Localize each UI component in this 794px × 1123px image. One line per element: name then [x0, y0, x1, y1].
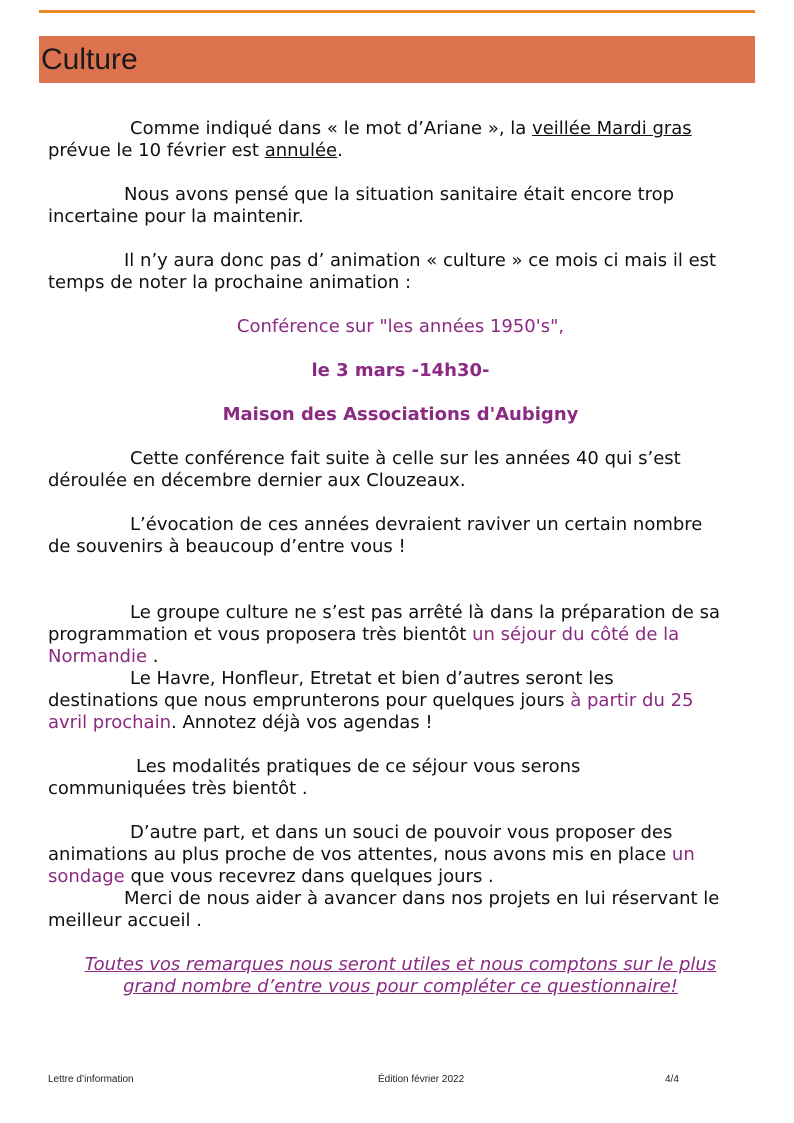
para-3-line-1: Il n’y aura donc pas d’ animation « culture » ce mois ci mais il est — [124, 250, 717, 271]
para-9-line-3 — [48, 866, 753, 888]
para-9-line-2 — [48, 844, 753, 866]
para-6-line-2 — [48, 624, 753, 646]
para-1-end: . — [337, 140, 343, 161]
event-date: le 3 mars -14h30- — [311, 360, 490, 381]
footer-edition: Édition février 2022 — [378, 1074, 465, 1085]
para-2-line-1: Nous avons pensé que la situation sanitaire était encore trop — [124, 184, 675, 205]
para-6-end: . — [147, 646, 159, 667]
article-body — [48, 118, 753, 998]
para-6-text: programmation et vous proposera très bientôt — [48, 624, 473, 645]
para-7-line-1: Le Havre, Honfleur, Etretat et bien d’autres seront les — [130, 668, 614, 689]
para-5-line-2: de souvenirs à beaucoup d’entre vous ! — [48, 536, 406, 557]
page-footer — [0, 1074, 794, 1088]
event-title: Conférence sur "les années 1950's", — [236, 316, 565, 337]
section-title: Culture — [41, 43, 138, 76]
footer-publication: Lettre d’information — [48, 1074, 134, 1085]
normandie-highlight: Normandie — [48, 646, 148, 667]
para-2-line-2: incertaine pour la maintenir. — [48, 206, 304, 227]
sondage-highlight-2: sondage — [48, 866, 125, 887]
para-1-text-2: prévue le 10 février est — [48, 140, 265, 161]
para-10-line-1: Merci de nous aider à avancer dans nos projets en lui réservant le — [124, 888, 720, 909]
para-9-end: que vous recevrez dans quelques jours . — [124, 866, 494, 887]
closing-line-2[interactable]: grand nombre d’entre vous pour compléter ce questionnaire! — [123, 976, 678, 997]
closing-line-1[interactable]: Toutes vos remarques nous seront utiles et nous comptons sur le plus — [84, 954, 717, 975]
para-6-line-3 — [48, 646, 753, 668]
event-venue: Maison des Associations d'Aubigny — [222, 404, 579, 425]
para-10-line-2: meilleur accueil . — [48, 910, 202, 931]
section-banner — [39, 36, 755, 83]
para-4-line-1: Cette conférence fait suite à celle sur les années 40 qui s’est — [130, 448, 681, 469]
para-1-line-2 — [48, 140, 753, 162]
footer-page-number: 4/4 — [665, 1074, 679, 1085]
para-9-text: animations au plus proche de vos attentes, nous avons mis en place — [48, 844, 672, 865]
veillee-link[interactable]: veillée Mardi gras — [532, 118, 692, 139]
para-7-line-3 — [48, 712, 753, 734]
para-3-line-2: temps de noter la prochaine animation : — [48, 272, 412, 293]
para-7-line-2 — [48, 690, 753, 712]
para-4-line-2: déroulée en décembre dernier aux Clouzeaux. — [48, 470, 466, 491]
sondage-highlight: un — [671, 844, 695, 865]
avril-highlight: avril prochain — [48, 712, 171, 733]
para-7-text: destinations que nous emprunterons pour quelques jours — [48, 690, 571, 711]
para-7-end: . Annotez déjà vos agendas ! — [171, 712, 433, 733]
para-1-text: Comme indiqué dans « le mot d’Ariane », la — [130, 118, 533, 139]
para-8-line-1: Les modalités pratiques de ce séjour vous serons — [136, 756, 581, 777]
para-6-line-1: Le groupe culture ne s’est pas arrêté là dans la préparation de sa — [130, 602, 720, 623]
para-1-line-1 — [48, 118, 753, 140]
annulee-link[interactable]: annulée — [264, 140, 338, 161]
sejour-highlight: un séjour du côté de la — [472, 624, 680, 645]
header-rule — [39, 10, 755, 13]
para-8-line-2: communiquées très bientôt . — [48, 778, 308, 799]
para-5-line-1: L’évocation de ces années devraient raviver un certain nombre — [130, 514, 703, 535]
date-highlight: à partir du 25 — [570, 690, 694, 711]
para-9-line-1: D’autre part, et dans un souci de pouvoir vous proposer des — [130, 822, 673, 843]
